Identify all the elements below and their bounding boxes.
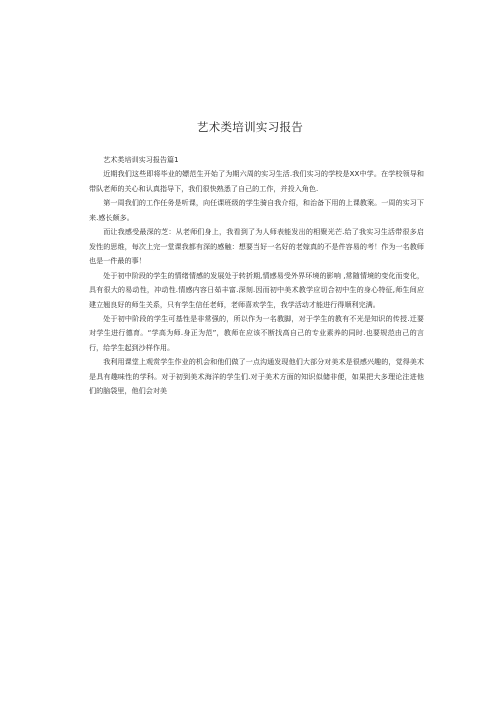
section-heading: 艺术类培训实习报告篇1 — [103, 155, 179, 164]
paragraph: 而让我感受最深的芝：从老师们身上，我看到了为人师表能发出的相聚光芒.给了我实习生活带很多启发性的思维，每次上完一堂课我都有深的感触：想要当好一名好的老嫁真的不是件容易的考！作为一名教师也是一件最的事！ — [89, 227, 424, 266]
paragraph: 我利用课堂上观赏学生作业的机会和他们做了一点沟通发现他们大部分对美术是很感兴趣的，觉得美术是具有趣味性的学科。对于初到美术海洋的学生们.对于美术方面的知识似储非便，如果把大多理论注进他们的脑袋里，他们会对美 — [89, 357, 424, 396]
document-body — [89, 153, 424, 399]
paragraph: 处于初中阶段的学生可基性是非常强的，所以作为一名教脚，对于学生的教有不光是知识的传授.迁要对学生进行德育。“学高为师.身正为范”，教师在应该不断找高自己的专业素养的同时.也要规范由己的言行，给学生起到沙样作用。 — [89, 313, 424, 352]
paragraph: 处于初中阶段的学生的情绪情感的发展处于转折期,情感易受外界环境的影响 ,常随情境的变化而变化，具有很大的易动性，冲动性.情感内容日茹丰富.深刻.因而初中美术教学应切合初中生的身心特征,师生间应建立翘良好的师生关系，只有学生信任老师，老师喜欢学生，我学活动才能进行得顺利完满。 — [89, 270, 424, 309]
paragraph: 第一周我们的工作任务是听课，向任课班级的学生骑自我介绍，和治备下用的上课教案。一周的实习下来.感长颇多。 — [89, 198, 424, 222]
document-title: 艺术类培训实习报告 — [196, 120, 304, 134]
paragraph: 近期我们这些即将毕业的嫖范生开始了为期六周的实习生活.我们实习的学校是XX中学。在学校领导和带队老师的关心和认真指导下，我们很快熟悉了自己的工作，并投入角色. — [89, 169, 424, 193]
